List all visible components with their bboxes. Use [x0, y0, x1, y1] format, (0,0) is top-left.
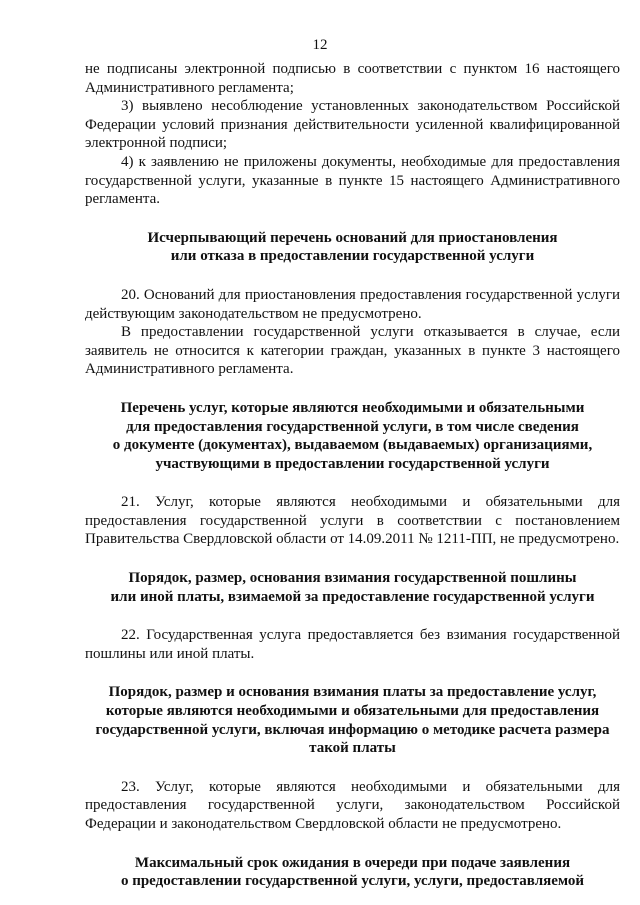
paragraph-21: 21. Услуг, которые являются необходимыми и обязательными для предоставления государственной услуги в соответствии с постановлением Правительства Свердловской области от 14.09.2011 № 1211-ПП, не предусмотрено.: [85, 494, 620, 548]
heading-line: или иной платы, взимаемой за предоставление государственной услуги: [110, 588, 595, 605]
paragraph-refusal-condition: В предоставлении государственной услуги отказывается в случае, если заявитель не относится к категории граждан, указанных в пункте 3 настоящего Административного регламента.: [85, 324, 620, 378]
paragraph-item-4: 4) к заявлению не приложены документы, необходимые для предоставления государственной услуги, указанные в пункте 15 настоящего Административного регламента.: [85, 153, 620, 208]
document-body: [85, 60, 620, 891]
section-heading-fee-calculation: [85, 683, 620, 757]
paragraph-20: 20. Оснований для приостановления предоставления государственной услуги действующим законодательством не предусмотрено.: [85, 286, 620, 322]
heading-line: Порядок, размер, основания взимания государственной пошлины: [128, 570, 577, 587]
page-number: 12: [312, 37, 328, 53]
heading-line: Исчерпывающий перечень оснований для приостановления: [147, 229, 558, 246]
heading-line: Перечень услуг, которые являются необходимыми и обязательными: [120, 399, 585, 416]
paragraph-23: 23. Услуг, которые являются необходимыми и обязательными для предоставления государственной услуги, законодательством Российской Федерации и законодательством Свердловской области не предусмотрено.: [85, 778, 620, 832]
paragraph-item-3: 3) выявлено несоблюдение установленных законодательством Российской Федерации условий признания действительности усиленной квалифицированной электронной подписи;: [85, 98, 620, 152]
section-heading-state-fee: [85, 569, 620, 606]
heading-line: для предоставления государственной услуги, в том числе сведения: [126, 418, 579, 435]
paragraph-continuation: не подписаны электронной подписью в соответствии с пунктом 16 настоящего Административного регламента;: [85, 61, 620, 96]
heading-line: Максимальный срок ожидания в очереди при подаче заявления: [134, 854, 571, 871]
heading-line: которые являются необходимыми и обязательными для предоставления: [105, 703, 600, 720]
section-heading-required-services: [85, 399, 620, 473]
heading-line: Порядок, размер и основания взимания платы за предоставление услуг,: [108, 684, 597, 701]
heading-line: или отказа в предоставлении государственной услуги: [170, 248, 535, 265]
section-heading-suspension-refusal: [85, 229, 620, 266]
heading-line: государственной услуги, включая информацию о методике расчета размера: [95, 721, 610, 738]
heading-line: участвующими в предоставлении государственной услуги: [155, 455, 550, 472]
paragraph-22: 22. Государственная услуга предоставляется без взимания государственной пошлины или иной платы.: [85, 627, 620, 662]
heading-line: такой платы: [309, 740, 396, 757]
section-heading-queue-wait: [85, 854, 620, 891]
heading-line: о документе (документах), выдаваемом (выдаваемых) организациями,: [112, 437, 593, 454]
heading-line: о предоставлении государственной услуги, услуги, предоставляемой: [120, 873, 585, 890]
